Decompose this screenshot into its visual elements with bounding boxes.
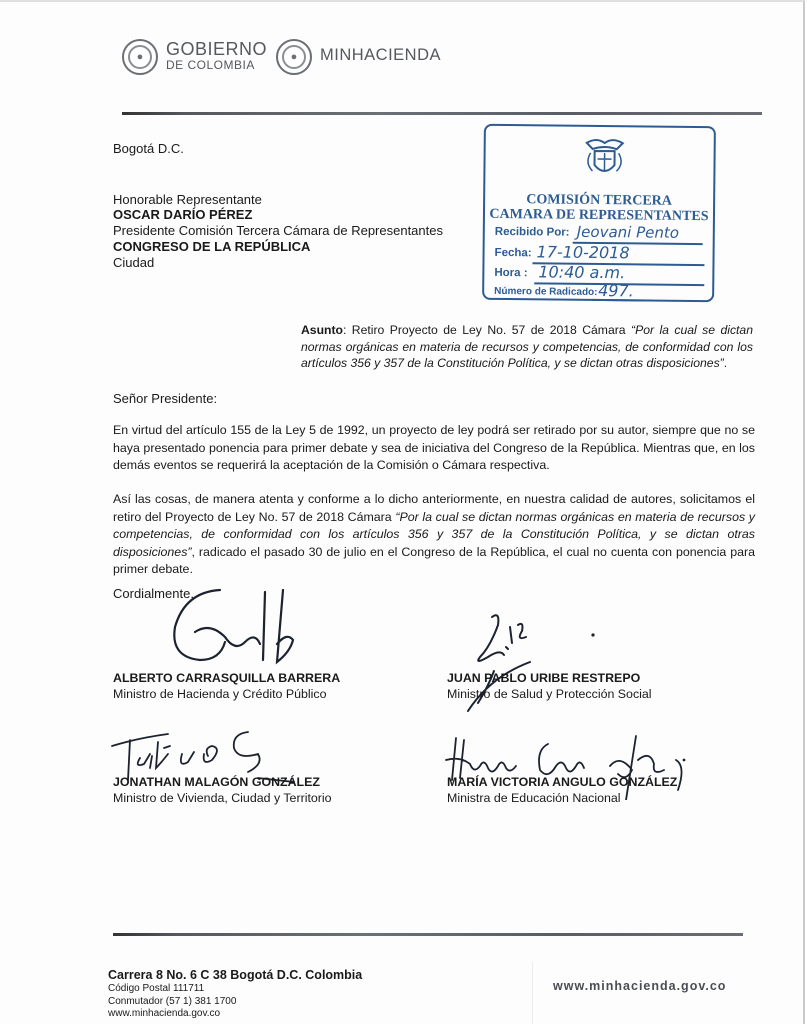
footer-website-small[interactable]: www.minhacienda.gov.co <box>108 1008 221 1019</box>
ministry-logo-text: MINHACIENDA <box>320 46 442 64</box>
filing-number-label: Número de Radicado: <box>494 285 598 298</box>
signatory-3-name: JONATHAN MALAGÓN GONZÁLEZ <box>113 775 320 789</box>
paragraph-2-end: , radicado el pasado 30 de julio en el Congreso de la República, el cual no cuenta con ponencia para primer debate. <box>113 544 755 576</box>
footer-divider <box>532 962 533 1024</box>
footer-address: Carrera 8 No. 6 C 38 Bogotá D.C. Colombia <box>108 968 363 982</box>
coat-of-arms-icon <box>582 135 626 181</box>
filing-number-value: 497. <box>598 280 634 301</box>
reception-stamp <box>482 124 716 302</box>
footer-postal-code: Código Postal 111711 <box>108 983 205 994</box>
signatory-2-position: Ministro de Salud y Protección Social <box>447 687 652 701</box>
letterhead <box>122 38 452 78</box>
paragraph-2-start: Así las cosas, de manera atenta y conforme a lo dicho anteriormente, en nuestra calidad de autores, solicitamos el retiro del Proyecto de Ley No. 57 de 2018 Cámara <box>113 492 755 524</box>
date-label: Fecha: <box>494 246 532 260</box>
time-value: 10:40 a.m. <box>538 262 626 283</box>
recipient-name: OSCAR DARÍO PÉREZ <box>113 207 253 222</box>
footer-website-large[interactable]: www.minhacienda.gov.co <box>553 979 727 993</box>
subject-label: Asunto <box>301 323 343 337</box>
signature-carrasquilla <box>165 582 305 672</box>
signatory-2-name: JUAN PABLO URIBE RESTREPO <box>447 671 641 685</box>
signatory-4-name: MARÍA VICTORIA ANGULO GONZÁLEZ <box>447 775 678 789</box>
received-by-value: Jeovani Pento <box>576 222 680 242</box>
colombia-seal-icon: ● <box>122 39 158 75</box>
footer-rule <box>113 933 743 936</box>
stamp-title-line1: COMISIÓN TERCERA <box>526 192 673 209</box>
signatory-4-position: Ministra de Educación Nacional <box>447 791 621 805</box>
recipient-title: Honorable Representante <box>113 192 262 207</box>
received-by-label: Recibido Por: <box>494 225 570 239</box>
gov-logo-line2: DE COLOMBIA <box>166 58 255 72</box>
subject-text: : Retiro Proyecto de Ley No. 57 de 2018 Cámara <box>342 323 632 337</box>
recipient-city: Ciudad <box>113 255 155 270</box>
footer-phone: Conmutador (57 1) 381 1700 <box>108 996 237 1007</box>
ministry-seal-icon: ● <box>276 39 312 75</box>
salutation: Señor Presidente: <box>113 391 218 406</box>
date-value: 17-10-2018 <box>536 242 630 263</box>
recipient-position: Presidente Comisión Tercera Cámara de Representantes <box>113 223 443 238</box>
paragraph-2 <box>113 491 755 579</box>
paragraph-2-bill-title: “Por la cual se dictan normas orgánicas en materia de recursos y competencias, de conformidad con los artículos 356 y 357 de la Constitución Política, y se dictan otras disposiciones” <box>113 509 755 559</box>
signatory-1-position: Ministro de Hacienda y Crédito Público <box>113 687 327 701</box>
place: Bogotá D.C. <box>113 141 184 156</box>
time-label: Hora : <box>494 266 528 280</box>
paragraph-1: En virtud del artículo 155 de la Ley 5 de 1992, un proyecto de ley podrá ser retirado por su autor, siempre que no se haya presentado ponencia para primer debate y sea de iniciativa del Congreso de la República. Mientras que, en los demás eventos se requerirá la aceptación de la Comisión o Cámara respectiva. <box>113 423 755 472</box>
subject-bill-title: “Por la cual se dictan normas orgánicas en materia de recursos y competencias, de conformidad con los artículos 356 y 357 de la Constitución Política, y se dictan otras disposiciones” <box>301 323 753 370</box>
gov-logo-line1: GOBIERNO <box>166 39 268 59</box>
subject <box>301 322 753 372</box>
header-rule <box>122 112 762 115</box>
stamp-title-line2: CAMARA DE REPRESENTANTES <box>489 206 709 225</box>
subject-end: . <box>723 356 728 370</box>
signatory-3-position: Ministro de Vivienda, Ciudad y Territorio <box>113 791 332 805</box>
closing: Cordialmente, <box>113 586 194 601</box>
signatory-1-name: ALBERTO CARRASQUILLA BARRERA <box>113 671 341 685</box>
recipient-org: CONGRESO DE LA REPÚBLICA <box>113 239 311 254</box>
